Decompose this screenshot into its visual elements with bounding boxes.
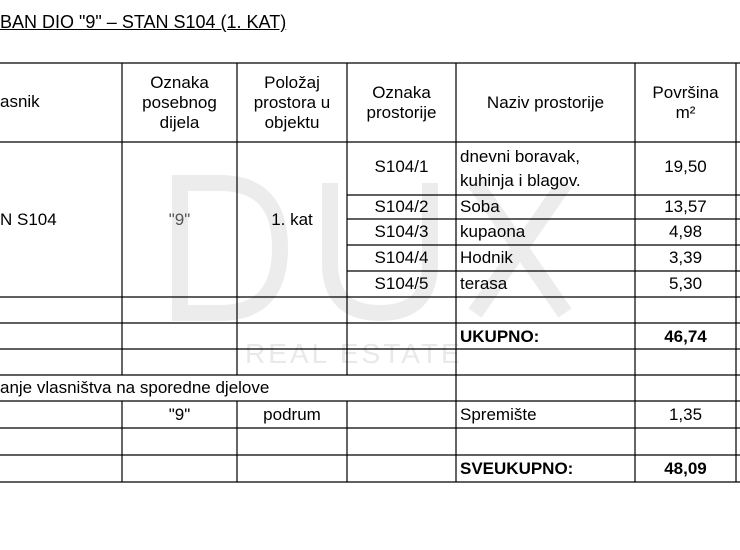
room-name: dnevni boravak, kuhinja i blagov. xyxy=(460,147,581,190)
header-oznaka-dijela: Oznaka posebnog dijela xyxy=(142,73,217,132)
room-code: S104/1 xyxy=(374,157,429,176)
room-area: 5,30 xyxy=(668,274,703,293)
room-area: 3,39 xyxy=(668,248,703,267)
storage-name: Spremište xyxy=(460,405,537,424)
document-title: BAN DIO "9" – STAN S104 (1. KAT) xyxy=(0,12,287,32)
room-area: 13,57 xyxy=(664,197,707,216)
header-vlasnik: asnik xyxy=(0,92,40,111)
header-oznaka-prostorije: Oznaka prostorije xyxy=(366,83,437,122)
side-note: anje vlasništva na sporedne djelove xyxy=(0,378,270,397)
room-code: S104/4 xyxy=(374,248,429,267)
total-label: UKUPNO: xyxy=(460,327,540,346)
room-code: S104/2 xyxy=(374,197,429,216)
header-naziv: Naziv prostorije xyxy=(486,93,605,112)
main-oznaka: "9" xyxy=(168,210,191,229)
main-polozaj: 1. kat xyxy=(271,210,313,229)
header-polozaj: Položaj prostora u objektu xyxy=(253,73,331,132)
room-name: Hodnik xyxy=(460,248,513,267)
room-area: 4,98 xyxy=(668,222,703,241)
room-name: terasa xyxy=(460,274,508,293)
room-area: 19,50 xyxy=(664,157,707,176)
total-value: 46,74 xyxy=(664,327,707,346)
room-name: Soba xyxy=(460,197,500,216)
watermark-subtitle: REAL ESTATE xyxy=(245,338,463,369)
grand-total-label: SVEUKUPNO: xyxy=(460,459,574,478)
header-povrsina: Površina m² xyxy=(652,83,719,122)
main-vlasnik: N S104 xyxy=(0,210,57,229)
storage-oznaka: "9" xyxy=(168,405,191,424)
grand-total-value: 48,09 xyxy=(664,459,707,478)
room-name: kupaona xyxy=(460,222,526,241)
room-code: S104/3 xyxy=(374,222,429,241)
storage-area: 1,35 xyxy=(668,405,703,424)
room-code: S104/5 xyxy=(374,274,429,293)
storage-polozaj: podrum xyxy=(263,405,321,424)
